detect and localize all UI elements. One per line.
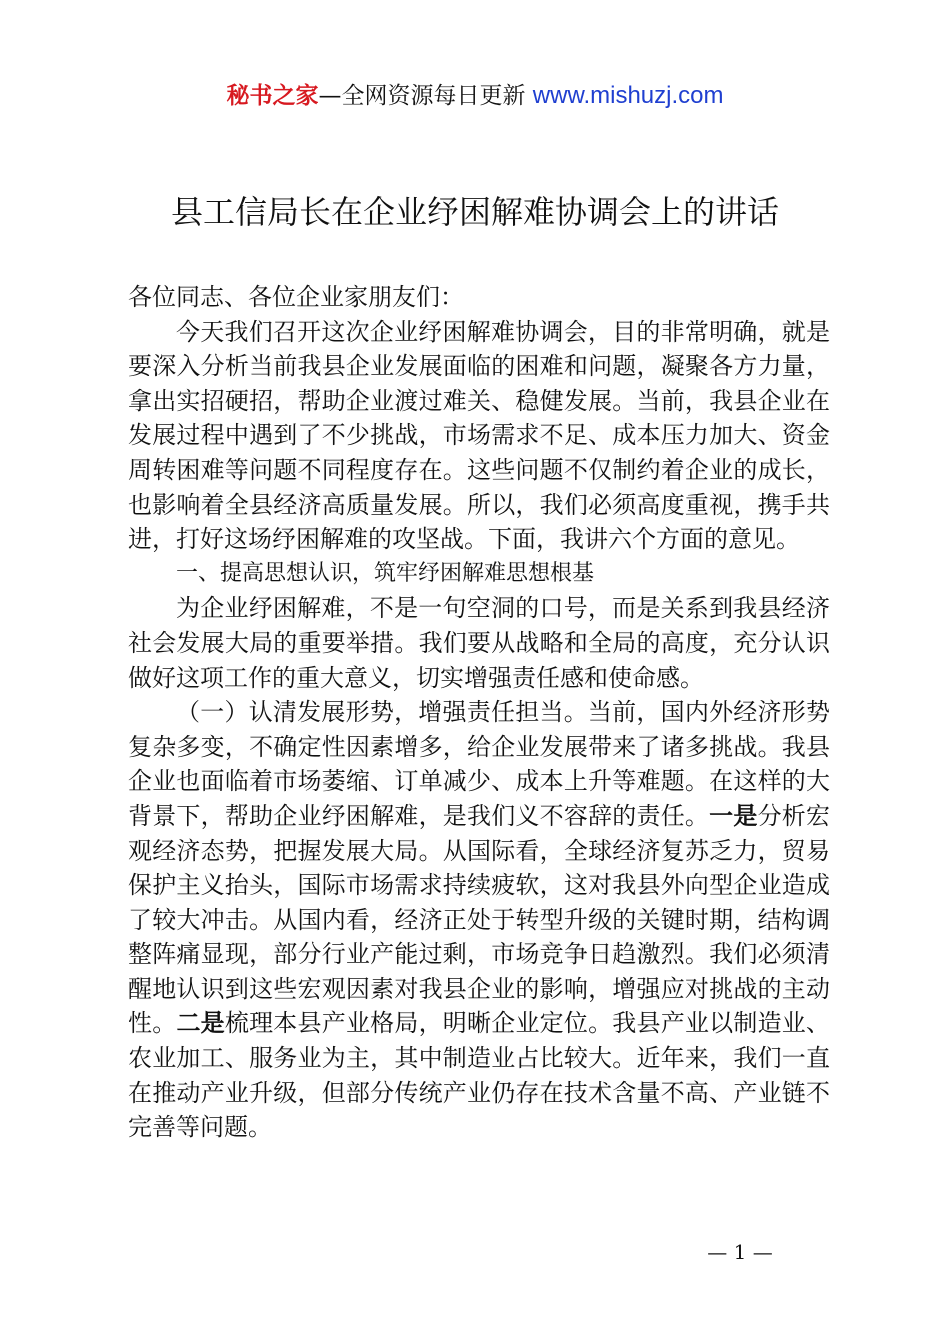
paragraph-section-1: 为企业纾困解难，不是一句空洞的口号，而是关系到我县经济社会发展大局的重要举措。我们要从战略和全局的高度，充分认识做好这项工作的重大意义，切实增强责任感和使命感。 — [128, 594, 830, 692]
paragraph-subsection-1 — [128, 695, 830, 1145]
point-label-1: 一是 — [709, 801, 758, 830]
salutation: 各位同志、各位企业家朋友们： — [128, 283, 464, 311]
site-banner — [0, 80, 950, 112]
subsection-text-c: 梳理本县产业格局，明晰企业定位。我县产业以制造业、农业加工、服务业为主，其中制造业占比较大。近年来，我们一直在推动产业升级，但部分传统产业仍存在技术含量不高、产业链不完善等问题。 — [128, 1009, 831, 1142]
section-heading-1: 一、提高思想认识，筑牢纾困解难思想根基 — [176, 560, 595, 586]
point-label-2: 二是 — [176, 1009, 225, 1038]
paragraph-intro: 今天我们召开这次企业纾困解难协调会，目的非常明确，就是要深入分析当前我县企业发展面临的困难和问题，凝聚各方力量，拿出实招硬招，帮助企业渡过难关、稳健发展。当前，我县企业在发展过程中遇到了不少挑战，市场需求不足、成本压力加大、资金周转困难等问题不同程度存在。这些问题不仅制约着企业的成长，也影响着全县经济高质量发展。所以，我们必须高度重视，携手共进，打好这场纾困解难的攻坚战。下面，我讲六个方面的意见。 — [128, 317, 830, 554]
banner-slogan: —全网资源每日更新 — [318, 83, 533, 109]
site-url-link[interactable]: www.mishuzj.com — [532, 82, 724, 109]
brand-name: 秘书之家 — [226, 83, 319, 109]
document-body — [128, 280, 830, 1145]
document-title: 县工信局长在企业纾困解难协调会上的讲话 — [170, 193, 779, 231]
subsection-text-a: （一）认清发展形势，增强责任担当。当前，国内外经济形势复杂多变，不确定性因素增多，给企业发展带来了诸多挑战。我县企业也面临着市场萎缩、订单减少、成本上升等难题。在这样的大背景下，帮助企业纾困解难，是我们义不容辞的责任。 — [128, 698, 830, 830]
subsection-text-b: 分析宏观经济态势，把握发展大局。从国际看，全球经济复苏乏力，贸易保护主义抬头，国际市场需求持续疲软，这对我县外向型企业造成了较大冲击。从国内看，经济正处于转型升级的关键时期，结构调整阵痛显现，部分行业产能过剩，市场竞争日趋激烈。我们必须清醒地认识到这些宏观因素对我县企业的影响，增强应对挑战的主动性。 — [128, 801, 831, 1038]
page-number: — 1 — — [707, 1240, 773, 1264]
